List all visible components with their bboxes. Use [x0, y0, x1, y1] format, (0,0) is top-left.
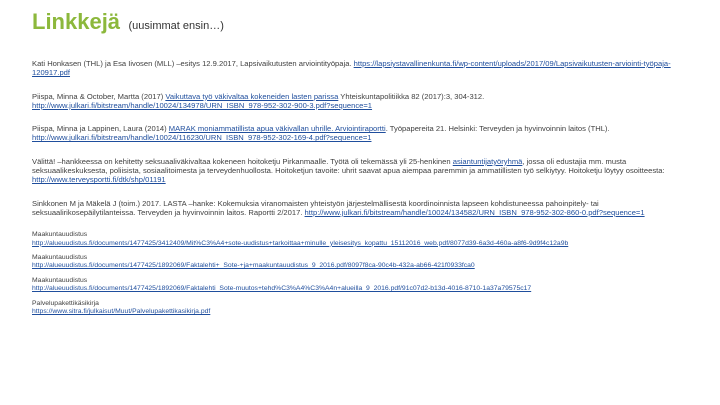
title-main: Linkkejä — [32, 9, 121, 34]
reference-item — [32, 59, 682, 78]
reference-item — [32, 92, 682, 111]
reference-text: Piispa, Minna ja Lappinen, Laura (2014) — [32, 124, 169, 134]
reference-link[interactable]: asiantuntijatyöryhmä — [452, 156, 523, 166]
small-reference-label: Palvelupakettikäsikirja — [32, 299, 99, 307]
bottom-divider — [0, 399, 720, 405]
reference-text: Yhteiskuntapolitiikka 82 (2017):3, 304-312. — [338, 91, 485, 101]
reference-text: , jossa oli edustajia mm. musta seksuaalikeskuksesta, poliisista, sosiaalitoimesta ja terveydenhuollosta. Hoitoketjun tavoite: uhrit saavat apua aiempaa paremmin ja ammatillisten työ selkiytyy. Hoitoketju löytyy osoitteesta: — [32, 156, 665, 176]
small-reference-link[interactable]: http://alueuudistus.fi/documents/1477425/1892069/Faktalehti+_Sote-+ja+maakuntauudistus_9_2016.pdf/8097f8ca-90c4b-432a-ab66-421f0933fca0 — [32, 262, 475, 270]
small-reference-label: Maakuntauudistus — [32, 254, 88, 262]
small-reference-item — [32, 231, 682, 248]
reference-item — [32, 199, 682, 218]
reference-link[interactable]: http://www.julkari.fi/bitstream/handle/10024/134978/URN_ISBN_978-952-302-900-3.pdf?sequence=1 — [32, 100, 373, 110]
reference-link[interactable]: http://www.julkari.fi/bitstream/handle/10024/116230/URN_ISBN_978-952-302-169-4.pdf?sequence=1 — [32, 133, 372, 143]
references-list — [32, 59, 682, 323]
small-reference-label: Maakuntauudistus — [32, 231, 88, 239]
small-reference-item — [32, 300, 682, 317]
small-reference-label: Maakuntauudistus — [32, 276, 88, 284]
small-reference-item — [32, 254, 682, 271]
reference-item — [32, 157, 682, 185]
reference-text: Sinkkonen M ja Mäkelä J (toim.) 2017. LASTA –hanke: Kokemuksia viranomaisten yhteistyön järjestelmällisestä koordinoinnista lapseen kohdistuneessa pahoinpitely- tai seksuaalirikosepäilytilanteissa. Terveyden ja hyvinvoinnin laitos. Raportti 2/2017. — [32, 198, 599, 217]
reference-item — [32, 124, 682, 143]
reference-text: Piispa, Minna & October, Martta (2017) — [32, 91, 166, 101]
reference-link[interactable]: https://lapsiystavallinenkunta.fi/wp-content/uploads/2017/09/Lapsivaikutusten-arviointi-työpaja-120917.pdf — [32, 59, 671, 78]
reference-text: . Työpapereita 21. Helsinki: Terveyden ja hyvinvoinnin laitos (THL). — [385, 124, 610, 134]
reference-link[interactable]: http://www.julkari.fi/bitstream/handle/10024/134582/URN_ISBN_978-952-302-860-0.pdf?sequence=1 — [304, 207, 645, 217]
reference-text: Välittä! –hankkeessa on kehitetty seksuaaliväkivaltaa kokeneen hoitoketju Pirkanmaalle. Työtä oli tekemässä yli 25-henkinen — [32, 156, 453, 166]
small-reference-link[interactable]: http://alueuudistus.fi/documents/1477425/1892069/Faktalehti_Sote-muutos+tehd%C3%A4%C3%A4n+alueilla_9_2016.pdf/91c07d2-b13d-4016-8710-1a37a79575c17 — [32, 285, 532, 293]
small-reference-link[interactable]: https://www.sitra.fi/julkaisut/Muut/Palvelupakettikasikirja.pdf — [32, 308, 211, 316]
reference-text: Kati Honkasen (THL) ja Esa Iivosen (MLL) –esitys 12.9.2017, Lapsivaikutusten arviointityöpaja. — [32, 59, 354, 68]
small-reference-link[interactable]: http://alueuudistus.fi/documents/1477425/3412409/Mit%C3%A4+sote-uudistus+tarkoittaa+minulle_yleisesitys_kopattu_15112016_web.pdf/8077d39-6a3d-460a-a8f6-9d9f4c12a9b — [32, 239, 569, 247]
title-sub: (uusimmat ensin…) — [128, 20, 224, 32]
reference-link[interactable]: Vaikuttava työ väkivaltaa kokeneiden lasten parissa — [165, 91, 339, 101]
reference-link[interactable]: MARAK moniammatillista apua väkivallan uhrille. Arviointiraportti — [168, 124, 386, 134]
small-reference-item — [32, 277, 682, 294]
reference-link[interactable]: http://www.terveysportti.fi/dtk/shp/01191 — [32, 175, 166, 185]
slide-title — [32, 9, 224, 35]
